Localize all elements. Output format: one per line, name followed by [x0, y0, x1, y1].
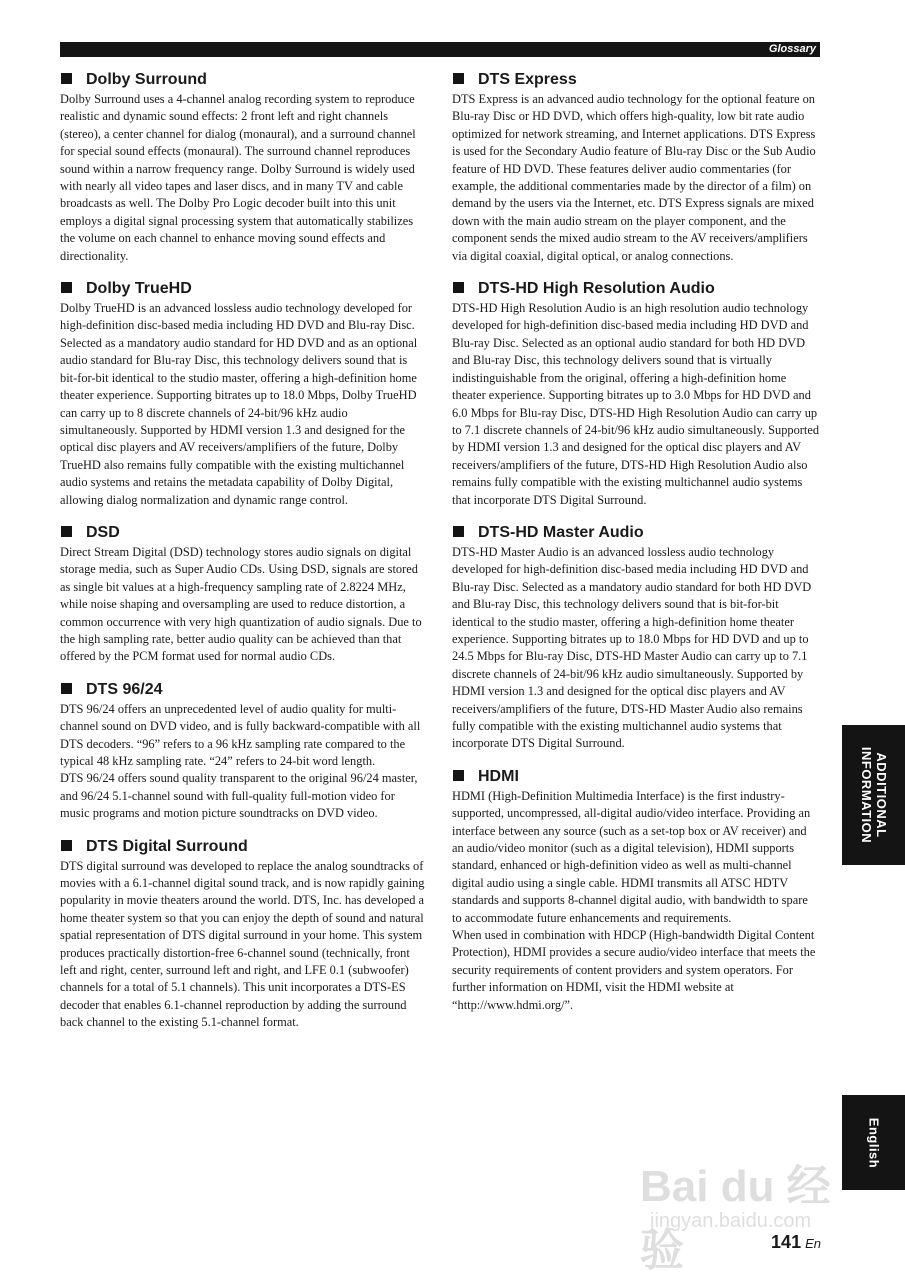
- side-tab-label: [859, 747, 889, 843]
- header-bar: [60, 42, 820, 57]
- square-bullet-icon: [61, 282, 72, 293]
- square-bullet-icon: [453, 770, 464, 781]
- entry-paragraph: Dolby TrueHD is an advanced lossless audio technology developed for high-definition disc-based media including HD DVD and Blu-ray Disc. Selected as a mandatory audio standard for HD DVD and as an optional audio standard for Blu-ray Disc, this technology delivers sound that is bit-for-bit identical to the studio master, offering a high-definition home theater experience. Supporting bitrates up to 18.0 Mbps, Dolby TrueHD can carry up to 8 discrete channels of 24-bit/96 kHz audio simultaneously. Supported by HDMI version 1.3 and designed for the optical disc players and AV receivers/amplifiers of the future, Dolby TrueHD also remains fully compatible with the existing multichannel audio systems and retains the metadata capability of Dolby Digital, allowing dialog normalization and dynamic range control.: [60, 301, 418, 507]
- entry-title: Dolby Surround: [86, 71, 207, 88]
- entry-paragraph: Direct Stream Digital (DSD) technology stores audio signals on digital storage media, such as Super Audio CDs. Using DSD, signals are stored as single bit values at a high-frequency sampling rate of 2.8224 MHz, while noise shaping and oversampling are used to reduce distortion, a common occurrence with very high quantization of audio signals. Due to the high sampling rate, better audio quality can be achieved than that offered by the PCM format used for normal audio CDs.: [60, 544, 422, 664]
- entry-paragraph: DTS Express is an advanced audio technology for the optional feature on Blu-ray Disc or HD DVD, which offers high-quality, low bit rate audio optimized for network streaming, and Internet applications. DTS Express is used for the Secondary Audio feature of Blu-ray Disc or the Sub Audio feature of HD DVD. These features deliver audio commentaries (for example, the additional commentaries made by the director of a film) on demand by the users via the Internet, etc. DTS Express signals are mixed down with the main audio stream on the player component, and the component sends the mixed audio stream to the AV receivers/amplifiers via digital coaxial, digital optical, or analog connections.: [452, 92, 816, 263]
- entry-title: DTS-HD Master Audio: [478, 523, 644, 541]
- page-number-value: 141: [771, 1232, 802, 1252]
- entry-body: [60, 858, 425, 1032]
- glossary-entry: [452, 767, 820, 1014]
- entry-heading: [452, 70, 820, 90]
- glossary-entry: [452, 70, 820, 265]
- entry-title: HDMI: [478, 767, 519, 785]
- entry-title: DTS-HD High Resolution Audio: [478, 280, 715, 298]
- left-column: [60, 70, 425, 1046]
- entry-paragraph: Dolby Surround uses a 4-channel analog recording system to reproduce realistic and dynamic sound effects: 2 front left and right channels (stereo), a center channel for dialog (monaural), and a surround channel for special sound effects (monaural). The surround channel reproduces sound within a narrow frequency range. Dolby Surround is widely used with nearly all video tapes and laser discs, and in many TV and cable broadcasts as well. The Dolby Pro Logic decoder built into this unit employs a digital signal processing system that automatically stabilizes the volume on each channel to enhance moving sound effects and directionality.: [60, 92, 416, 263]
- entry-heading: [452, 279, 820, 299]
- glossary-entry: [452, 523, 820, 753]
- entry-heading: [60, 279, 425, 299]
- entry-paragraph: DTS digital surround was developed to replace the analog soundtracks of movies with a 6.1-channel digital sound track, and is now rapidly gaining popularity in movie theaters around the world. DTS, Inc. has developed a home theater system so that you can enjoy the depth of sound and natural spatial representation of DTS digital surround in your home. This system produces practically distortion-free 6-channel sound (technically, front left and right, center, surround left and right, and LFE 0.1 (subwoofer) channels for a total of 5.1 channels). This unit incorporates a DTS-ES decoder that enables 6.1-channel reproduction by adding the surround back channel to the existing 5.1-channel format.: [60, 858, 425, 1030]
- entry-body: [60, 91, 425, 265]
- entry-title: DTS Express: [478, 71, 577, 88]
- glossary-entry: [60, 523, 425, 666]
- entry-paragraph: DTS-HD High Resolution Audio is an high resolution audio technology developed for high-definition disc-based media including HD DVD and Blu-ray Disc. Selected as an optional audio standard for both HD DVD and Blu-ray Disc, this technology delivers sound that is virtually indistinguishable from the original, offering a high-definition home theater experience. Supporting bitrates up to 3.0 Mbps for HD DVD and 6.0 Mbps for Blu-ray Disc, DTS-HD High Resolution Audio can carry up to 7.1 discrete channels of 24-bit/96 kHz audio simultaneously. Supported by HDMI version 1.3 and designed for the optical disc players and AV receivers/amplifiers of the future, DTS-HD High Resolution Audio also remains fully compatible with the existing multichannel audio systems that incorporate DTS Digital Surround.: [452, 301, 820, 507]
- entry-title: Dolby TrueHD: [86, 280, 192, 298]
- entry-heading: [60, 523, 425, 543]
- square-bullet-icon: [453, 73, 464, 84]
- square-bullet-icon: [61, 683, 72, 694]
- entry-body: [60, 300, 425, 509]
- entry-body: [60, 544, 425, 666]
- square-bullet-icon: [61, 73, 72, 84]
- entry-title: DSD: [86, 523, 120, 541]
- page-language: En: [805, 1236, 821, 1251]
- side-tab-line: ADDITIONAL: [873, 752, 889, 838]
- entry-paragraph: When used in combination with HDCP (High-bandwidth Digital Content Protection), HDMI provides a secure audio/video interface that meets the security requirements of content providers and system operators. For further information on HDMI, visit the HDMI website at “http://www.hdmi.org/”.: [452, 928, 816, 1012]
- square-bullet-icon: [61, 840, 72, 851]
- entry-heading: [452, 767, 820, 787]
- entry-title: DTS Digital Surround: [86, 837, 248, 855]
- glossary-entry: [60, 837, 425, 1032]
- glossary-entry: [452, 279, 820, 509]
- side-tab-language: English: [866, 1117, 881, 1168]
- entry-body: [60, 701, 425, 823]
- entry-body: [452, 300, 820, 509]
- entry-body: [452, 544, 820, 753]
- watermark-url: jingyan.baidu.com: [650, 1210, 812, 1232]
- entry-paragraph: DTS 96/24 offers sound quality transparent to the original 96/24 master, and 96/24 5.1-channel sound with full-quality full-motion video for music programs and motion picture soundtracks on DVD video.: [60, 771, 418, 821]
- glossary-entry: [60, 70, 425, 265]
- watermark-logo: Bai du 经验: [640, 1162, 831, 1275]
- page-number: [771, 1232, 821, 1253]
- right-column: [452, 70, 820, 1028]
- square-bullet-icon: [453, 282, 464, 293]
- entry-heading: [60, 70, 425, 90]
- header-label: Glossary: [768, 43, 816, 55]
- entry-body: [452, 91, 820, 265]
- entry-heading: [60, 837, 425, 857]
- entry-title: DTS 96/24: [86, 680, 163, 698]
- square-bullet-icon: [453, 526, 464, 537]
- side-tab-line: INFORMATION: [858, 746, 874, 844]
- entry-body: [452, 788, 820, 1014]
- entry-heading: [60, 680, 425, 700]
- entry-paragraph: DTS 96/24 offers an unprecedented level of audio quality for multi-channel sound on DVD video, and is fully backward-compatible with all DTS decoders. “96” refers to a 96 kHz sampling rate compared to the typical 48 kHz sampling rate. “24” refers to 24-bit word length.: [60, 701, 421, 768]
- entry-paragraph: HDMI (High-Definition Multimedia Interface) is the first industry-supported, uncompressed, all-digital audio/video interface. Providing an interface between any source (such as a set-top box or AV receiver) and an audio/video monitor (such as a digital television), HDMI supports standard, enhanced or high-definition video as well as multi-channel digital audio using a single cable. HDMI transmits all ATSC HDTV standards and supports 8-channel digital audio, with bandwidth to spare to accommodate future enhancements and requirements.: [452, 788, 811, 925]
- glossary-entry: [60, 279, 425, 509]
- side-tab-additional-information: [842, 725, 905, 865]
- entry-paragraph: DTS-HD Master Audio is an advanced lossless audio technology developed for high-definition disc-based media including HD DVD and Blu-ray Disc. Selected as a mandatory audio standard for both HD DVD and Blu-ray Disc, this technology delivers sound that is bit-for-bit identical to the studio master, offering a high-definition home theater experience. Supporting bitrates up to 18.0 Mbps for HD DVD and up to 24.5 Mbps for Blu-ray Disc, DTS-HD Master Audio can carry up to 7.1 discrete channels of 24-bit/96 kHz audio simultaneously. Supported by HDMI version 1.3 and designed for the optical disc players and AV receivers/amplifiers of the future, DTS-HD Master Audio also remains fully compatible with the existing multichannel audio systems that incorporate DTS Digital Surround.: [452, 544, 812, 751]
- glossary-entry: [60, 680, 425, 823]
- square-bullet-icon: [61, 526, 72, 537]
- entry-heading: [452, 523, 820, 543]
